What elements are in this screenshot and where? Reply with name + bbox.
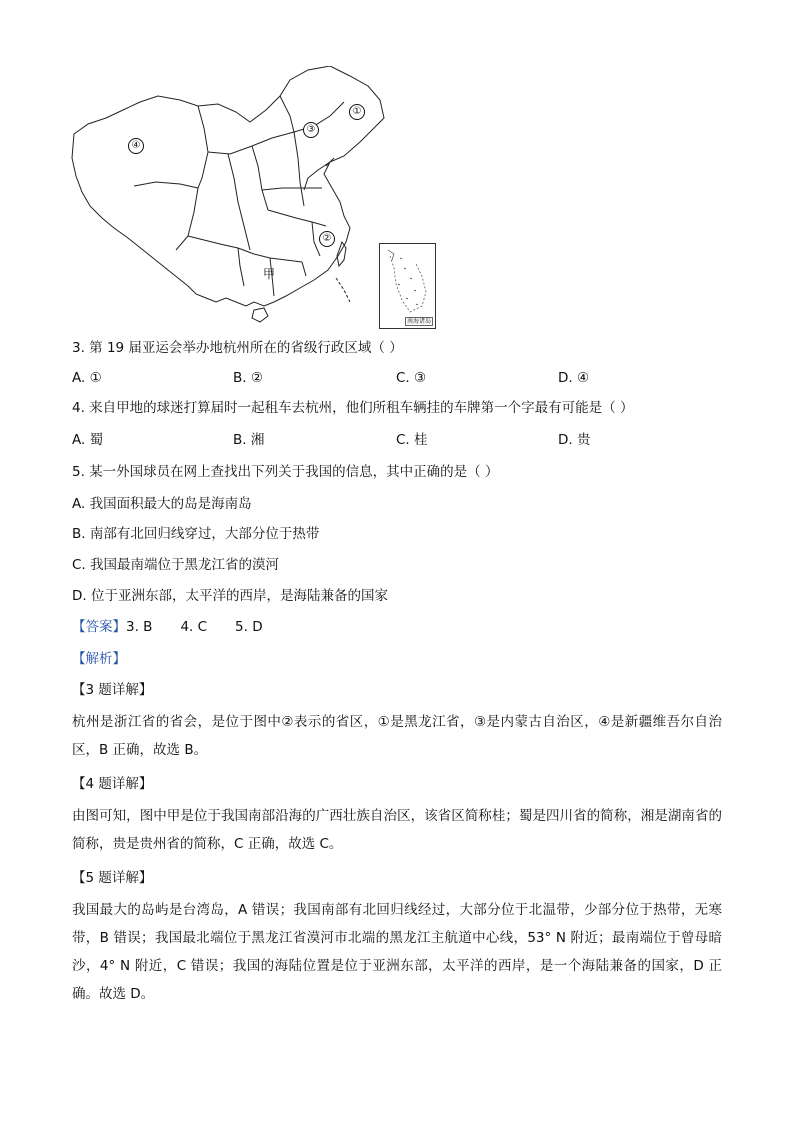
q3-option-d: D. ④ [558, 370, 590, 386]
q5-option-b: B. 南部有北回归线穿过，大部分位于热带 [72, 526, 320, 542]
q3-option-b: B. ② [233, 370, 263, 386]
q5-option-d: D. 位于亚洲东部，太平洋的西岸，是海陆兼备的国家 [72, 588, 388, 604]
q5-option-c: C. 我国最南端位于黑龙江省的漠河 [72, 557, 280, 573]
analysis-tag: 【解析】 [72, 651, 126, 667]
inset-islands [380, 244, 435, 328]
q4-option-b: B. 湘 [233, 432, 265, 448]
q3-stem: 3. 第 19 届亚运会举办地杭州所在的省级行政区域（ ） [72, 340, 403, 356]
answer-item-5: 5. D [235, 619, 263, 635]
q3-options [72, 368, 732, 388]
south-china-sea-inset [379, 243, 436, 329]
section-4-title: 【4 题详解】 [72, 776, 153, 792]
map-label-circle-2: ② [319, 231, 335, 247]
section-5-text: 我国最大的岛屿是台湾岛，A 错误；我国南部有北回归线经过，大部分位于北温带，少部分位于热带，无寒带，B 错误；我国最北端位于黑龙江省漠河市北端的黑龙江主航道中心线，53° N 附近；最南端位于曾母暗沙，4° N 附近，C 错误；我国的海陆位置是位于亚洲东部，太平洋的西岸，是一个海陆兼备的国家，D 正确。故选 D。 [72, 902, 722, 1002]
q4-options [72, 430, 732, 450]
section-4-text: 由图可知，图中甲是位于我国南部沿海的广西壮族自治区，该省区简称桂；蜀是四川省的简称，湘是湖南省的简称，贵是贵州省的简称，C 正确，故选 C。 [72, 808, 722, 852]
section-5-title: 【5 题详解】 [72, 870, 153, 886]
q4-stem: 4. 来自甲地的球迷打算届时一起租车去杭州，他们所租车辆挂的车牌第一个字最有可能是（ ） [72, 400, 634, 416]
answer-tag: 【答案】 [72, 619, 126, 635]
map-label-jia: 甲 [263, 267, 276, 281]
q3-option-c: C. ③ [396, 370, 427, 386]
answer-item-4: 4. C [180, 619, 208, 635]
q4-option-d: D. 贵 [558, 432, 591, 448]
answer-row [72, 617, 263, 637]
q4-option-a: A. 蜀 [72, 432, 104, 448]
q4-option-c: C. 桂 [396, 432, 428, 448]
section-3-title: 【3 题详解】 [72, 682, 153, 698]
q5-option-a: A. 我国面积最大的岛是海南岛 [72, 496, 252, 512]
section-3-text: 杭州是浙江省的省会，是位于图中②表示的省区，①是黑龙江省，③是内蒙古自治区，④是新疆维吾尔自治区，B 正确，故选 B。 [72, 714, 722, 758]
map-label-circle-4: ④ [128, 138, 144, 154]
answer-item-3: 3. B [126, 619, 153, 635]
map-label-circle-3: ③ [303, 122, 319, 138]
map-label-circle-1: ① [349, 104, 365, 120]
q5-stem: 5. 某一外国球员在网上查找出下列关于我国的信息，其中正确的是（ ） [72, 464, 499, 480]
q3-option-a: A. ① [72, 370, 102, 386]
inset-label: 南海诸岛 [406, 318, 431, 325]
